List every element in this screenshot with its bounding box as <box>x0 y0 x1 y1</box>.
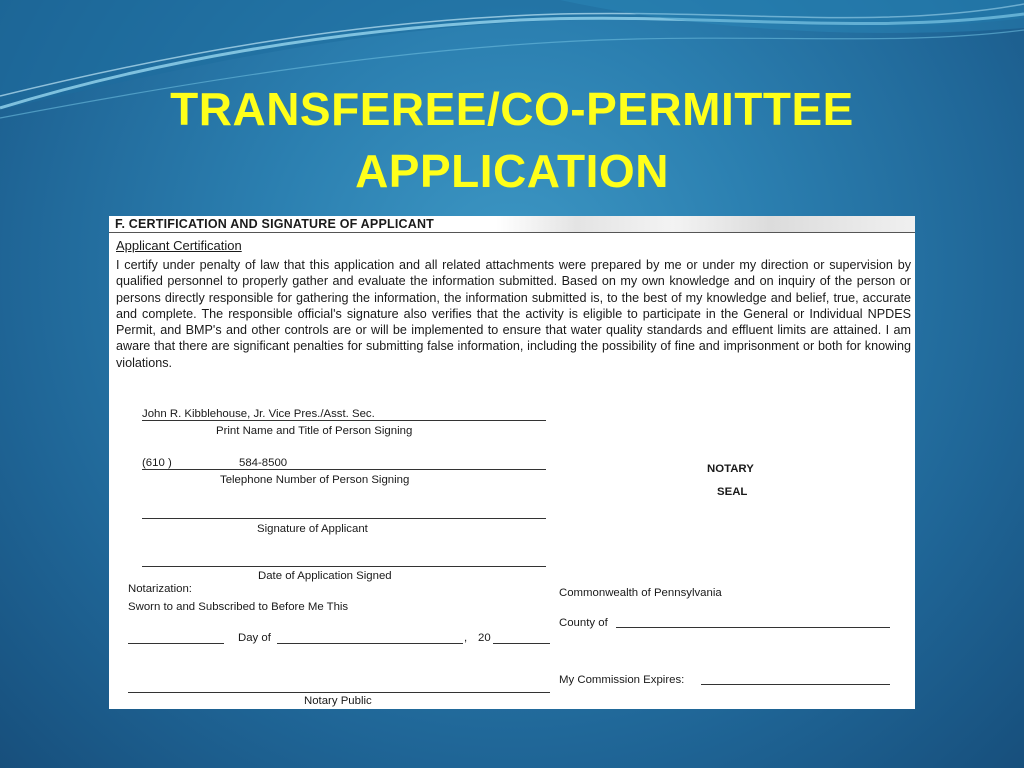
signature-line <box>142 518 546 519</box>
name-title-value: John R. Kibblehouse, Jr. Vice Pres./Asst. Sec. <box>142 408 375 420</box>
phone-number: 584-8500 <box>239 457 288 469</box>
name-line <box>142 420 546 421</box>
certification-text: I certify under penalty of law that this application and all related attachments were prepared by me or under my direction or supervision by qualified personnel to properly gather and evaluate the information submitted. Based on my own knowledge and on inquiry of the person or persons directly responsible for gathering the information, the information submitted is, to the best of my knowledge and belief, true, accurate and complete. The responsible official's signature also verifies that the activity is eligible to participate in the General or Individual NPDES Permit, and BMP's and other controls are or will be implemented to ensure that water quality standards and effluent limits are attained. I am aware that there are significant penalties for submitting false information, including the possibility of fine and imprisonment or both for knowing violations. <box>116 258 911 370</box>
slide-title-line-1: TRANSFEREE/CO-PERMITTEE <box>170 83 854 135</box>
month-blank-line <box>277 643 463 644</box>
signature-label: Signature of Applicant <box>257 523 368 535</box>
date-label: Date of Application Signed <box>258 570 392 582</box>
section-header: F. CERTIFICATION AND SIGNATURE OF APPLICANT <box>115 217 435 231</box>
slide-title-line-2: APPLICATION <box>355 145 669 197</box>
notarization-label: Notarization: <box>128 583 192 595</box>
commonwealth-label: Commonwealth of Pennsylvania <box>559 587 722 599</box>
day-of-label: Day of <box>238 632 271 644</box>
phone-label: Telephone Number of Person Signing <box>220 474 410 486</box>
year-prefix: 20 <box>478 632 491 644</box>
year-blank-line <box>493 643 550 644</box>
section-header-bar <box>109 216 915 233</box>
county-label: County of <box>559 617 608 629</box>
notary-public-label: Notary Public <box>304 695 372 707</box>
slide-title <box>0 78 1024 202</box>
certification-form-image <box>109 216 915 709</box>
seal-label: SEAL <box>717 486 748 498</box>
phone-area-code: (610 ) <box>142 457 172 469</box>
comma: , <box>464 632 468 644</box>
phone-line <box>142 469 546 470</box>
name-title-label: Print Name and Title of Person Signing <box>216 425 413 437</box>
notary-label: NOTARY <box>707 463 754 475</box>
county-line <box>616 627 890 628</box>
notary-public-line <box>128 692 550 693</box>
commission-expires-label: My Commission Expires: <box>559 674 685 686</box>
day-blank-line <box>128 643 224 644</box>
commission-line <box>701 684 890 685</box>
date-line <box>142 566 546 567</box>
applicant-certification-heading: Applicant Certification <box>116 238 242 253</box>
sworn-text: Sworn to and Subscribed to Before Me This <box>128 601 349 613</box>
